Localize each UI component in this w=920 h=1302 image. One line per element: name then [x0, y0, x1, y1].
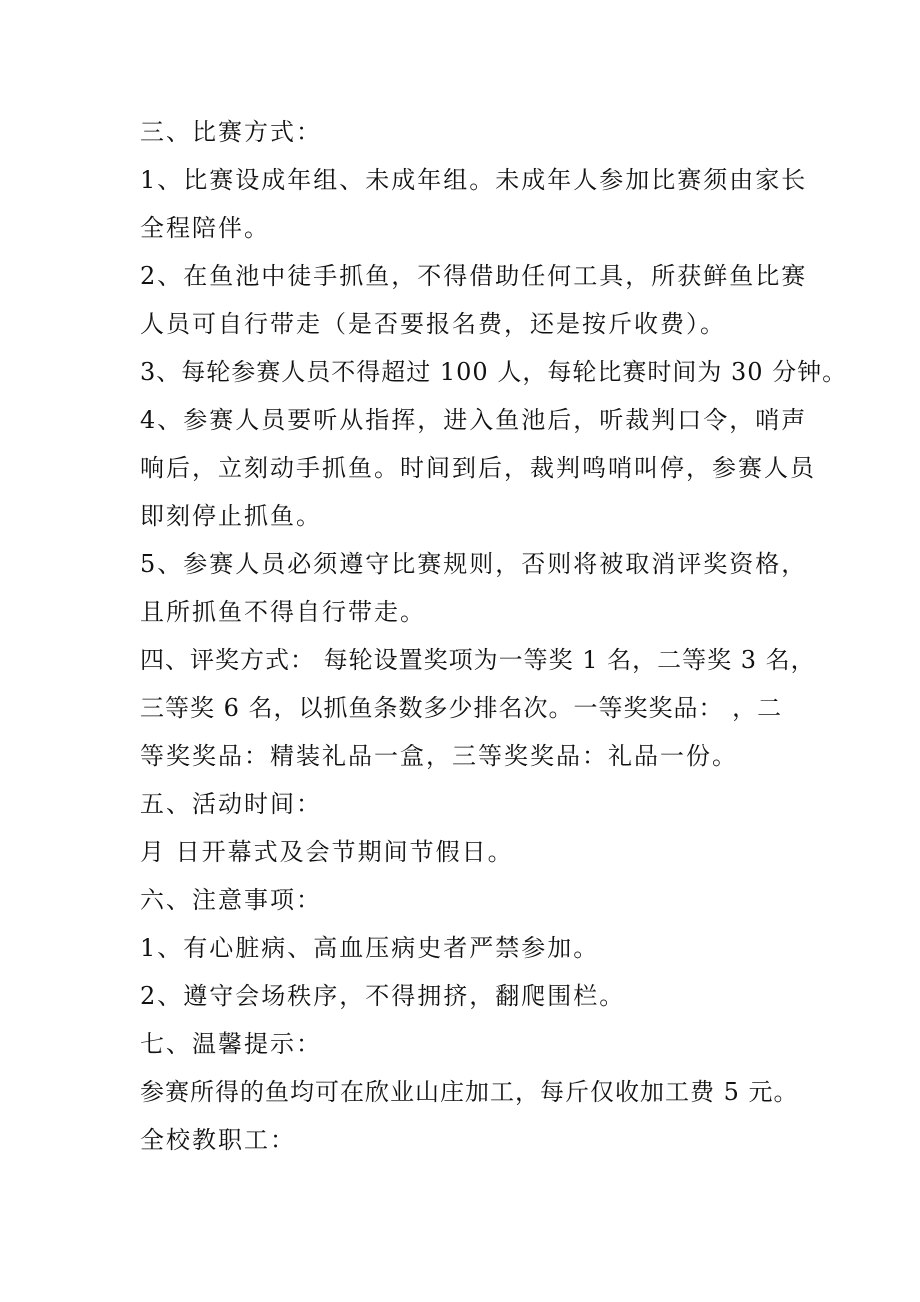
paragraph-line: 5、参赛人员必须遵守比赛规则，否则将被取消评奖资格，	[140, 550, 808, 578]
paragraph-line: 参赛所得的鱼均可在欣业山庄加工，每斤仅收加工费 5 元。	[140, 1078, 799, 1106]
section-heading: 六、注意事项：	[140, 886, 322, 914]
paragraph-line: 且所抓鱼不得自行带走。	[140, 598, 426, 626]
paragraph-line: 全校教职工：	[140, 1126, 296, 1154]
paragraph-line: 1、有心脏病、高血压病史者严禁参加。	[140, 934, 600, 962]
paragraph-line: 月 日开幕式及会节期间节假日。	[140, 838, 514, 866]
paragraph-line: 3、每轮参赛人员不得超过 100 人，每轮比赛时间为 30 分钟。	[140, 358, 848, 386]
paragraph-line: 即刻停止抓鱼。	[140, 502, 322, 530]
section-heading: 七、温馨提示：	[140, 1030, 322, 1058]
paragraph-line: 等奖奖品：精装礼品一盒，三等奖奖品：礼品一份。	[140, 742, 738, 770]
paragraph-line: 人员可自行带走（是否要报名费，还是按斤收费）。	[140, 310, 726, 338]
paragraph-line: 2、在鱼池中徒手抓鱼，不得借助任何工具，所获鲜鱼比赛	[140, 262, 808, 290]
paragraph-line: 2、遵守会场秩序，不得拥挤，翻爬围栏。	[140, 982, 626, 1010]
section-heading: 三、比赛方式：	[140, 118, 322, 146]
paragraph-line: 4、参赛人员要听从指挥，进入鱼池后，听裁判口令，哨声	[140, 406, 808, 434]
paragraph-line: 三等奖 6 名，以抓鱼条数多少排名次。一等奖奖品： ，二	[140, 694, 783, 722]
paragraph-line: 1、比赛设成年组、未成年组。未成年人参加比赛须由家长	[140, 166, 808, 194]
section-heading: 四、评奖方式： 每轮设置奖项为一等奖 1 名，二等奖 3 名，	[140, 646, 816, 674]
section-heading: 五、活动时间：	[140, 790, 322, 818]
paragraph-line: 响后，立刻动手抓鱼。时间到后，裁判鸣哨叫停，参赛人员	[140, 454, 816, 482]
paragraph-line: 全程陪伴。	[140, 214, 270, 242]
